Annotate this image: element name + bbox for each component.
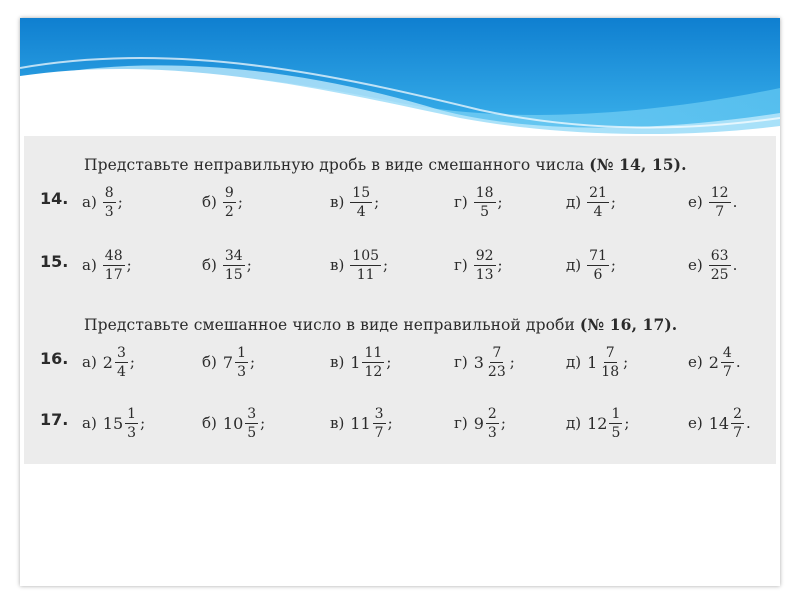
exercise-item — [566, 340, 628, 384]
denominator: 3 — [104, 203, 114, 220]
numerator: 71 — [589, 247, 607, 264]
exercise-item — [454, 340, 515, 384]
header-wave-banner — [20, 18, 780, 136]
item-letter: в) — [330, 256, 345, 274]
fraction — [731, 406, 744, 441]
fraction — [223, 248, 245, 283]
numerator: 4 — [722, 344, 732, 361]
punctuation: . — [746, 414, 751, 432]
fraction — [709, 248, 731, 283]
exercise-item — [202, 243, 252, 287]
punctuation: ; — [387, 414, 393, 432]
problem-row-16 — [40, 340, 770, 384]
punctuation: ; — [509, 353, 515, 371]
punctuation: ; — [386, 353, 392, 371]
fraction — [103, 185, 116, 220]
punctuation: . — [732, 193, 738, 211]
whole-part: 12 — [587, 413, 608, 433]
numerator: 2 — [487, 405, 497, 422]
item-letter: г) — [454, 353, 468, 371]
punctuation: ; — [624, 414, 630, 432]
numerator: 48 — [104, 247, 123, 264]
item-letter: б) — [202, 193, 217, 211]
punctuation: ; — [129, 353, 135, 371]
fraction — [587, 185, 609, 220]
numerator: 3 — [374, 405, 384, 422]
item-letter: д) — [566, 256, 582, 274]
exercise-item — [82, 180, 123, 224]
punctuation: ; — [500, 414, 506, 432]
wave-graphic — [20, 18, 780, 136]
exercise-item — [454, 180, 503, 224]
exercise-item — [330, 243, 388, 287]
denominator: 13 — [475, 266, 494, 283]
punctuation: ; — [250, 353, 256, 371]
denominator: 5 — [480, 203, 490, 220]
exercise-item — [688, 243, 737, 287]
numerator: 21 — [589, 184, 607, 201]
punctuation: ; — [374, 193, 380, 211]
fraction — [599, 345, 621, 380]
denominator: 2 — [224, 203, 234, 220]
exercise-item — [688, 180, 737, 224]
denominator: 25 — [710, 266, 729, 283]
exercise-item — [82, 401, 145, 445]
punctuation: . — [735, 353, 741, 371]
problem-number: 17. — [40, 410, 69, 429]
exercise-item — [82, 243, 132, 287]
denominator: 3 — [127, 424, 137, 441]
punctuation: ; — [497, 193, 503, 211]
exercise-item — [688, 401, 751, 445]
exercise-item — [82, 340, 135, 384]
exercise-item — [330, 401, 393, 445]
exercise-item — [202, 180, 243, 224]
fraction — [125, 406, 138, 441]
item-letter: г) — [454, 256, 468, 274]
item-letter: е) — [688, 353, 703, 371]
whole-part: 2 — [708, 352, 719, 372]
item-letter: д) — [566, 193, 582, 211]
exercise-item — [202, 401, 265, 445]
punctuation: ; — [610, 193, 616, 211]
item-letter: а) — [82, 414, 97, 432]
numerator: 18 — [475, 184, 494, 201]
item-letter: в) — [330, 353, 345, 371]
numerator: 7 — [605, 344, 615, 361]
exercise-item — [330, 340, 391, 384]
fraction — [245, 406, 258, 441]
item-letter: е) — [688, 193, 703, 211]
whole-part: 14 — [708, 413, 730, 433]
denominator: 4 — [356, 203, 366, 220]
problem-row-15 — [40, 243, 770, 287]
fraction — [587, 248, 609, 283]
denominator: 6 — [593, 266, 603, 283]
numerator: 8 — [104, 184, 114, 201]
exercise-item — [330, 180, 379, 224]
heading-mixed-to-improper: Представьте смешанное число в виде неправильной дроби (№ 16, 17). — [84, 315, 678, 334]
numerator: 9 — [224, 184, 234, 201]
numerator: 92 — [475, 247, 494, 264]
fraction — [223, 185, 236, 220]
fraction — [373, 406, 386, 441]
fraction — [721, 345, 734, 380]
numerator: 105 — [352, 247, 380, 264]
whole-part: 1 — [587, 352, 598, 372]
fraction — [103, 248, 125, 283]
numerator: 1 — [237, 344, 246, 361]
fraction — [115, 345, 128, 380]
numerator: 3 — [247, 405, 257, 422]
whole-part: 11 — [350, 413, 371, 433]
denominator: 17 — [104, 266, 123, 283]
denominator: 5 — [611, 424, 621, 441]
denominator: 4 — [116, 363, 126, 380]
numerator: 12 — [710, 184, 729, 201]
denominator: 23 — [487, 363, 506, 380]
fraction — [474, 185, 496, 220]
denominator: 5 — [247, 424, 257, 441]
denominator: 3 — [237, 363, 246, 380]
problem-number: 16. — [40, 349, 69, 368]
item-letter: г) — [454, 193, 468, 211]
item-letter: е) — [688, 414, 703, 432]
exercise-item — [688, 340, 741, 384]
punctuation: ; — [497, 256, 503, 274]
numerator: 2 — [733, 405, 743, 422]
denominator: 18 — [601, 363, 620, 380]
exercise-item — [566, 180, 616, 224]
item-letter: а) — [82, 353, 97, 371]
punctuation: ; — [260, 414, 266, 432]
punctuation: ; — [237, 193, 243, 211]
item-letter: е) — [688, 256, 703, 274]
numerator: 1 — [127, 405, 137, 422]
exercise-item — [202, 340, 255, 384]
denominator: 11 — [356, 266, 375, 283]
whole-part: 3 — [473, 352, 484, 372]
punctuation: ; — [117, 193, 123, 211]
numerator: 3 — [116, 344, 126, 361]
punctuation: ; — [246, 256, 252, 274]
denominator: 15 — [224, 266, 243, 283]
numerator: 11 — [364, 344, 383, 361]
heading-improper-to-mixed: Представьте неправильную дробь в виде смешанного числа (№ 14, 15). — [84, 155, 687, 174]
fraction — [486, 406, 499, 441]
item-letter: б) — [202, 414, 217, 432]
denominator: 12 — [364, 363, 383, 380]
numerator: 34 — [224, 247, 243, 264]
fraction — [362, 345, 384, 380]
item-letter: а) — [82, 256, 97, 274]
punctuation: ; — [126, 256, 132, 274]
exercise-item — [454, 401, 506, 445]
fraction — [474, 248, 496, 283]
whole-part: 9 — [473, 413, 484, 433]
item-letter: б) — [202, 353, 217, 371]
whole-part: 1 — [350, 352, 361, 372]
denominator: 3 — [487, 424, 497, 441]
exercise-item — [566, 401, 629, 445]
item-letter: г) — [454, 414, 468, 432]
problem-number: 15. — [40, 252, 69, 271]
item-letter: а) — [82, 193, 97, 211]
whole-part: 2 — [102, 352, 113, 372]
item-letter: д) — [566, 414, 582, 432]
punctuation: ; — [383, 256, 389, 274]
punctuation: ; — [610, 256, 616, 274]
fraction — [486, 345, 508, 380]
problem-row-14 — [40, 180, 770, 224]
item-letter: д) — [566, 353, 582, 371]
numerator: 63 — [710, 247, 729, 264]
denominator: 7 — [374, 424, 384, 441]
numerator: 15 — [352, 184, 371, 201]
fraction — [235, 345, 248, 380]
fraction — [350, 185, 372, 220]
item-letter: в) — [330, 193, 345, 211]
punctuation: ; — [140, 414, 146, 432]
punctuation: . — [732, 256, 738, 274]
problem-number: 14. — [40, 189, 69, 208]
problem-row-17 — [40, 401, 770, 445]
fraction — [609, 406, 622, 441]
exercise-item — [454, 243, 503, 287]
punctuation: ; — [623, 353, 629, 371]
denominator: 7 — [715, 203, 725, 220]
whole-part: 10 — [222, 413, 244, 433]
denominator: 4 — [593, 203, 603, 220]
exercise-item — [566, 243, 616, 287]
whole-part: 7 — [222, 352, 234, 372]
item-letter: б) — [202, 256, 217, 274]
numerator: 1 — [611, 405, 621, 422]
whole-part: 15 — [102, 413, 124, 433]
fraction — [350, 248, 381, 283]
denominator: 7 — [733, 424, 743, 441]
item-letter: в) — [330, 414, 345, 432]
numerator: 7 — [492, 344, 502, 361]
denominator: 7 — [722, 363, 732, 380]
fraction — [709, 185, 731, 220]
